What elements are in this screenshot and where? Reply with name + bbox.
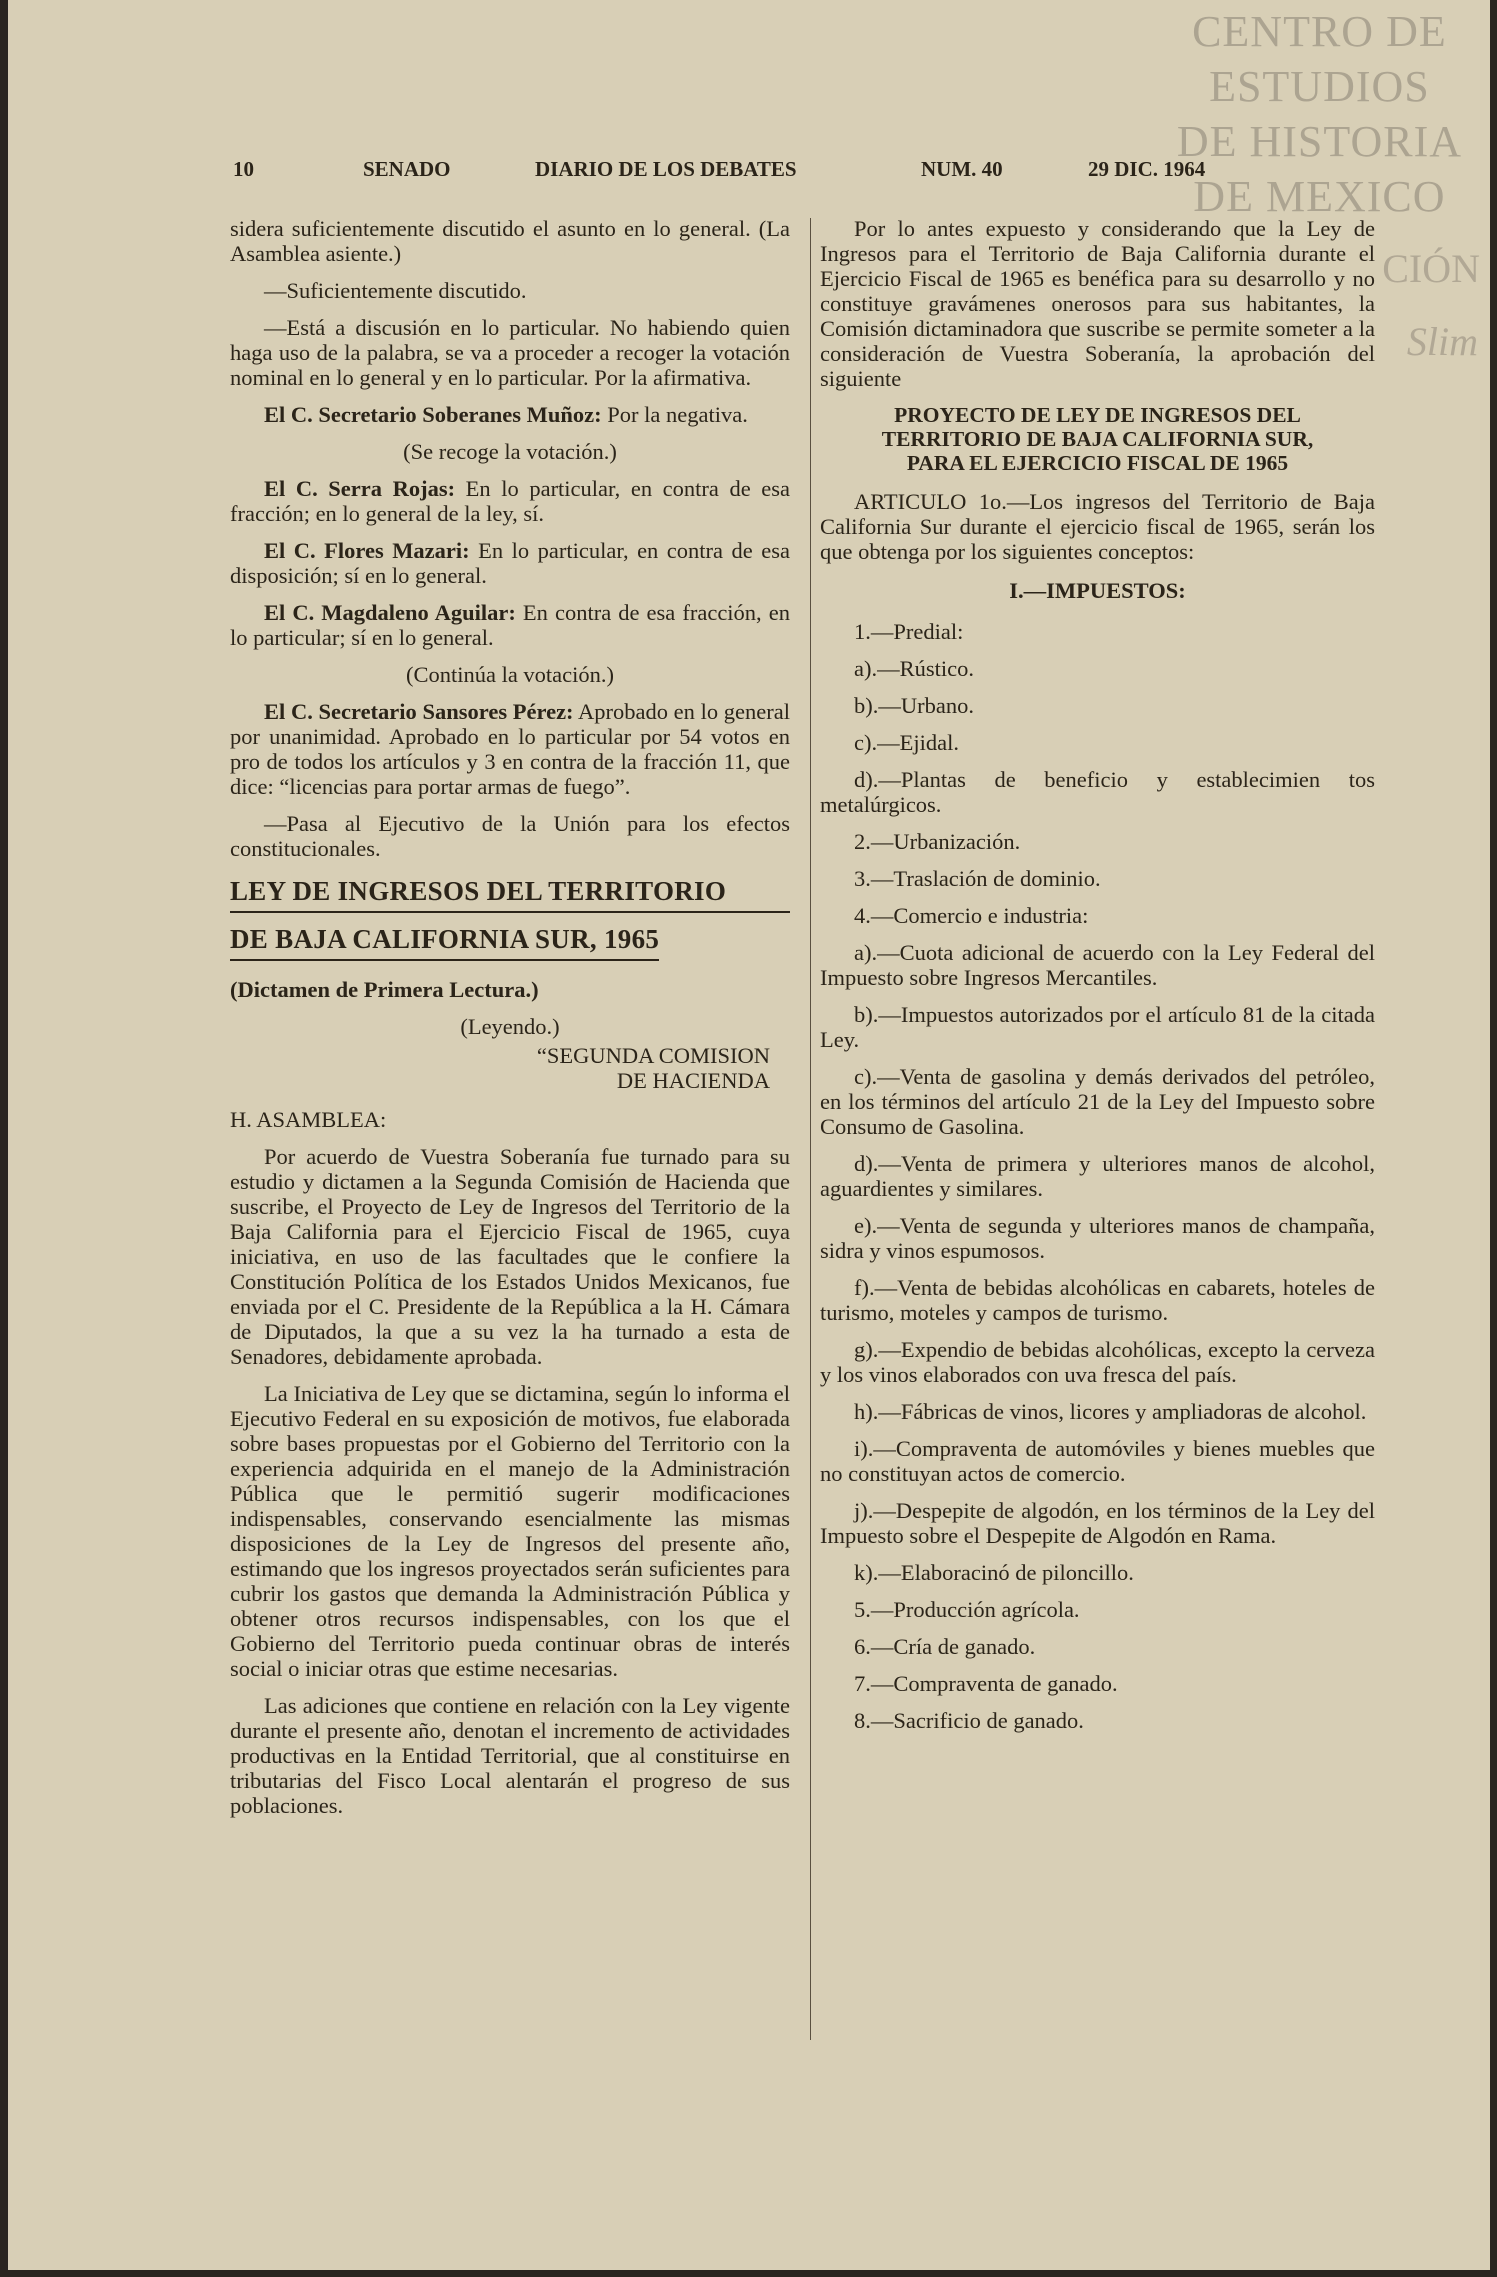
issue-date: 29 DIC. 1964 bbox=[1088, 157, 1206, 181]
list-item: b).—Impuestos autorizados por el artículo 81 de la citada Ley. bbox=[820, 1002, 1375, 1052]
subtitle: (Dictamen de Primera Lectura.) bbox=[230, 977, 539, 1002]
list-item: c).—Venta de gasolina y demás derivados del petróleo, en los términos del artículo 21 de la Ley del Impuesto sobre Consumo de Gasolina. bbox=[820, 1064, 1375, 1139]
archive-watermark bbox=[1177, 4, 1462, 224]
watermark-line: ESTUDIOS bbox=[1209, 62, 1430, 111]
taxes-heading: I.—IMPUESTOS: bbox=[1009, 578, 1186, 603]
list-item: 8.—Sacrificio de ganado. bbox=[854, 1708, 1084, 1733]
list-item: a).—Rústico. bbox=[854, 656, 974, 681]
project-title-line: PARA EL EJERCICIO FISCAL DE 1965 bbox=[906, 451, 1289, 475]
page-header bbox=[233, 157, 1243, 191]
list-item: 2.—Urbanización. bbox=[854, 829, 1021, 854]
chamber-name: SENADO bbox=[363, 157, 451, 181]
publication-title: DIARIO DE LOS DEBATES bbox=[535, 157, 797, 181]
page-number: 10 bbox=[233, 157, 254, 181]
list-item: b).—Urbano. bbox=[854, 693, 974, 718]
list-item: j).—Despepite de algodón, en los términos de la Ley del Impuesto sobre el Despepite de Algodón en Rama. bbox=[820, 1498, 1375, 1548]
issue-number: NUM. 40 bbox=[921, 157, 1003, 181]
paragraph: Las adiciones que contiene en relación con la Ley vigente durante el presente año, denotan el incremento de actividades productivas en la Entidad Territorial, que al constituirse en tributarias del Fisco Local alentarán el progreso de sus poblaciones. bbox=[230, 1693, 790, 1818]
speaker-name: El C. Secretario Soberanes Muñoz: bbox=[264, 402, 602, 427]
paragraph: Por lo antes expuesto y considerando que la Ley de Ingresos para el Territorio de Baja California durante el Ejercicio Fiscal de 1965 es benéfica para su desarrollo y no constituye gravámenes onerosos para sus habitantes, la Comisión dictaminadora que suscribe se permite someter a la consideración de Vuestra Soberanía, la aprobación del siguiente bbox=[820, 216, 1375, 391]
watermark-partial-text: CIÓN bbox=[1382, 246, 1480, 291]
watermark-line: CENTRO DE bbox=[1192, 7, 1447, 56]
column-divider bbox=[810, 218, 811, 2040]
list-item: i).—Compraventa de automóviles y bienes muebles que no constituyan actos de comercio. bbox=[820, 1436, 1375, 1486]
commission-line-1: “SEGUNDA COMISION bbox=[536, 1043, 770, 1068]
list-item: 3.—Traslación de dominio. bbox=[854, 866, 1101, 891]
list-item: d).—Plantas de beneficio y establecimien tos metalúrgicos. bbox=[820, 767, 1375, 817]
project-title bbox=[820, 403, 1375, 475]
list-item: 1.—Predial: bbox=[854, 619, 964, 644]
list-item: g).—Expendio de bebidas alcohólicas, excepto la cerveza y los vinos elaborados con uva fresca del país. bbox=[820, 1337, 1375, 1387]
speech-text: En lo particular, en contra de esa fracción; en lo general de la ley, sí. bbox=[230, 476, 790, 526]
commission-line-2: DE HACIENDA bbox=[616, 1068, 770, 1093]
speech-text: Aprobado en lo general por unanimidad. Aprobado en lo particular por 54 votos en pro de todos los artículos y 3 en contra de la fracción 11, que dice: “licencias para portar armas de fuego”. bbox=[230, 699, 790, 799]
salutation: H. ASAMBLEA: bbox=[230, 1107, 387, 1132]
paragraph: Por acuerdo de Vuestra Soberanía fue turnado para su estudio y dictamen a la Segunda Comisión de Hacienda que suscribe, el Proyecto de Ley de Ingresos del Territorio de la Baja California para el Ejercicio Fiscal de 1965, cuya iniciativa, en uso de las facultades que le confiere la Constitución Política de los Estados Unidos Mexicanos, fue enviada por el C. Presidente de la República a la H. Cámara de Diputados, la que a su vez la ha turnado a esta de Senadores, debidamente aprobada. bbox=[230, 1144, 790, 1369]
speaker-paragraph bbox=[230, 699, 790, 799]
list-item: 5.—Producción agrícola. bbox=[854, 1597, 1080, 1622]
speech-text: Por la negativa. bbox=[601, 402, 748, 427]
list-item: a).—Cuota adicional de acuerdo con la Ley Federal del Impuesto sobre Ingresos Mercantiles. bbox=[820, 940, 1375, 990]
speech-text: En lo particular, en contra de esa disposición; sí en lo general. bbox=[230, 538, 790, 588]
project-title-line: PROYECTO DE LEY DE INGRESOS DEL bbox=[894, 403, 1301, 427]
stage-direction: (Continúa la votación.) bbox=[405, 662, 615, 687]
list-item: e).—Venta de segunda y ulteriores manos de champaña, sidra y vinos espumosos. bbox=[820, 1213, 1375, 1263]
speech-text: En contra de esa fracción, en lo particular; sí en lo general. bbox=[230, 600, 790, 650]
document-page bbox=[8, 0, 1490, 2270]
speaker-name: El C. Secretario Sansores Pérez: bbox=[264, 699, 574, 724]
paragraph: —Está a discusión en lo particular. No habiendo quien haga uso de la palabra, se va a proceder a recoger la votación nominal en lo general y en lo particular. Por la afirmativa. bbox=[230, 315, 790, 390]
list-item: d).—Venta de primera y ulteriores manos de alcohol, aguardientes y similares. bbox=[820, 1151, 1375, 1201]
section-title-line-1: LEY DE INGRESOS DEL TERRITORIO bbox=[230, 875, 790, 913]
list-item: 7.—Compraventa de ganado. bbox=[854, 1671, 1118, 1696]
project-title-line: TERRITORIO DE BAJA CALIFORNIA SUR, bbox=[881, 427, 1314, 451]
speaker-paragraph bbox=[230, 402, 790, 427]
speaker-paragraph bbox=[230, 600, 790, 650]
list-item: 6.—Cría de ganado. bbox=[854, 1634, 1036, 1659]
watermark-script: Slim bbox=[1406, 319, 1478, 364]
list-item: k).—Elaboracinó de piloncillo. bbox=[854, 1560, 1134, 1585]
list-item: 4.—Comercio e industria: bbox=[854, 903, 1089, 928]
speaker-paragraph bbox=[230, 538, 790, 588]
reading-note: (Leyendo.) bbox=[460, 1014, 560, 1039]
paragraph: —Suficientemente discutido. bbox=[264, 278, 527, 303]
list-item: f).—Venta de bebidas alcohólicas en cabarets, hoteles de turismo, moteles y campos de turismo. bbox=[820, 1275, 1375, 1325]
left-column bbox=[230, 216, 790, 1830]
speaker-name: El C. Serra Rojas: bbox=[264, 476, 456, 501]
paragraph: sidera suficientemente discutido el asunto en lo general. (La Asamblea asiente.) bbox=[230, 216, 790, 266]
section-title-line-2: DE BAJA CALIFORNIA SUR, 1965 bbox=[230, 923, 659, 961]
speaker-name: El C. Magdaleno Aguilar: bbox=[264, 600, 516, 625]
article-text: ARTICULO 1o.—Los ingresos del Territorio de Baja California Sur durante el ejercicio fiscal de 1965, serán los que obtenga por los siguientes conceptos: bbox=[820, 489, 1375, 564]
list-item: c).—Ejidal. bbox=[854, 730, 959, 755]
watermark-line: DE HISTORIA bbox=[1176, 117, 1462, 166]
list-item: h).—Fábricas de vinos, licores y ampliadoras de alcohol. bbox=[854, 1399, 1367, 1424]
speaker-name: El C. Flores Mazari: bbox=[264, 538, 470, 563]
stage-direction: (Se recoge la votación.) bbox=[403, 439, 617, 464]
speaker-paragraph bbox=[230, 476, 790, 526]
watermark-line: DE MEXICO bbox=[1193, 172, 1446, 221]
right-column bbox=[820, 216, 1375, 1745]
paragraph: —Pasa al Ejecutivo de la Unión para los efectos constitucionales. bbox=[230, 811, 790, 861]
paragraph: La Iniciativa de Ley que se dictamina, según lo informa el Ejecutivo Federal en su exposición de motivos, fue elaborada sobre bases propuestas por el Gobierno del Territorio con la experiencia adquirida en el manejo de la Administración Pública que le permitió sugerir modificaciones indispensables, conservando esencialmente las mismas disposiciones de la Ley de Ingresos del presente año, estimando que los ingresos proyectados serán suficientes para cubrir los gastos que demanda la Administración Pública y obtener otros recursos indispensables, con los que el Gobierno del Territorio pueda continuar obras de interés social o iniciar otras que estime necesarias. bbox=[230, 1381, 790, 1681]
